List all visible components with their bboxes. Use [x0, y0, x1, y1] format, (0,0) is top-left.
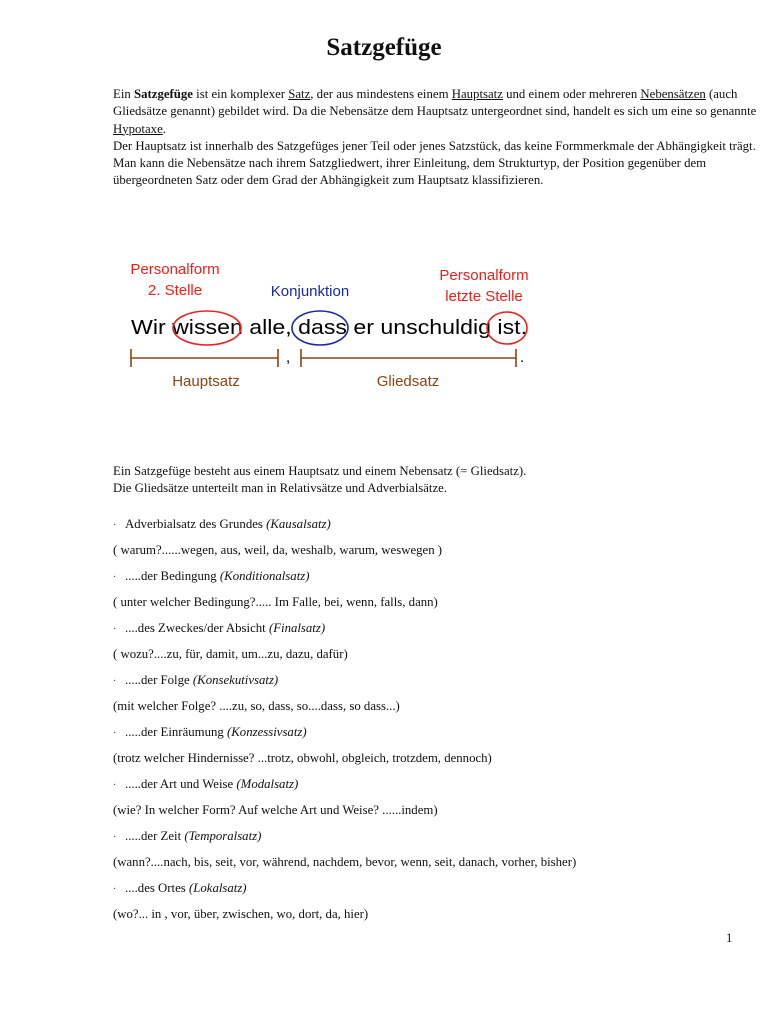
clause-term: (Modalsatz) — [236, 777, 299, 791]
label-personal-position-2: letzte Stelle — [445, 288, 523, 305]
bullet-icon: · — [113, 780, 117, 791]
clause-type-label: .....der Einräumung — [125, 725, 227, 739]
list-item-detail: (mit welcher Folge? ....zu, so, dass, so....dass, so dass...) — [113, 699, 400, 713]
intro-paragraph-1 — [113, 86, 768, 138]
list-item-detail: ( warum?......wegen, aus, weil, da, weshalb, warum, weswegen ) — [113, 543, 443, 557]
intro-text: ist ein komplexer — [192, 87, 289, 101]
intro-text: Ein — [113, 87, 134, 101]
summary-line-1: Ein Satzgefüge besteht aus einem Hauptsatz und einem Nebensatz (= Gliedsatz). — [113, 464, 527, 478]
label-gliedsatz: Gliedsatz — [376, 373, 440, 390]
bullet-icon: · — [113, 624, 117, 635]
intro-text: (auch Gliedsätze genannt) gebildet wird. Da die Nebensätze dem Hauptsatz untergeordnet sind, handelt es sich um eine so genannte — [113, 87, 757, 119]
list-item-heading — [113, 880, 763, 906]
clause-type-label: .....der Bedingung — [125, 569, 220, 583]
clause-type-label: Adverbialsatz des Grundes — [125, 517, 267, 531]
bullet-icon: · — [113, 676, 117, 687]
summary-line-2: Die Gliedsätze unterteilt man in Relativsätze und Adverbialsätze. — [113, 481, 448, 496]
summary-section — [113, 463, 763, 498]
list-item-detail: (trotz welcher Hindernisse? ...trotz, obwohl, obgleich, trotzdem, dennoch) — [113, 751, 492, 765]
bullet-icon: · — [113, 884, 117, 895]
bullet-icon: · — [113, 728, 117, 739]
bullet-icon: · — [113, 572, 117, 583]
list-item-heading — [113, 672, 763, 698]
link-satz[interactable]: Satz — [288, 87, 311, 101]
link-hauptsatz[interactable]: Hauptsatz — [451, 87, 503, 101]
label-personalform-top-1: Personalform — [130, 261, 220, 278]
clause-term: (Lokalsatz) — [188, 881, 247, 895]
label-konjunktion: Konjunktion — [270, 283, 350, 300]
diagram-svg — [120, 252, 550, 402]
label-hauptsatz: Hauptsatz — [172, 373, 240, 390]
term-satzgefuege: Satzgefüge — [133, 87, 193, 101]
clause-type-label: .....der Folge — [125, 673, 193, 687]
intro-section — [113, 86, 768, 190]
example-sentence: Wir wissen alle, dass er unschuldig ist. — [131, 317, 527, 339]
sentence-diagram — [120, 252, 550, 402]
list-item-heading — [113, 724, 763, 750]
page-title: Satzgefüge — [326, 34, 442, 61]
clause-term: (Temporalsatz) — [184, 829, 262, 843]
list-item-heading — [113, 620, 763, 646]
label-personal-position-1: 2. Stelle — [147, 282, 203, 299]
page-number: 1 — [726, 931, 733, 945]
list-item-detail: ( wozu?....zu, für, damit, um...zu, dazu, dafür) — [113, 647, 348, 661]
clause-term: (Konsekutivsatz) — [192, 673, 279, 687]
comma-mark: , — [286, 349, 291, 366]
list-item-detail: (wo?... in , vor, über, zwischen, wo, dort, da, hier) — [113, 907, 369, 921]
list-item-heading — [113, 828, 763, 854]
list-item-detail: (wie? In welcher Form? Auf welche Art und Weise? ......indem) — [113, 803, 438, 817]
intro-paragraph-2: Der Hauptsatz ist innerhalb des Satzgefüges jener Teil oder jenes Satzstück, das keine Formmerkmale der Abhängigkeit trägt. Man kann die Nebensätze nach ihrem Satzgliedwert, ihrer Einleitung, dem Strukturtyp, der Position gegenüber dem übergeordneten Satz oder dem Grad der Abhängigkeit zum Hauptsatz klassifizieren. — [113, 138, 756, 188]
list-item-heading — [113, 516, 763, 542]
list-item-heading — [113, 568, 763, 594]
intro-text: und einem oder mehreren — [502, 87, 641, 101]
clause-term: (Finalsatz) — [268, 621, 326, 635]
clause-type-label: .....der Art und Weise — [125, 777, 237, 791]
list-item-detail: ( unter welcher Bedingung?..... Im Falle, bei, wenn, falls, dann) — [113, 595, 438, 609]
clause-term: (Konzessivsatz) — [227, 725, 307, 739]
link-nebensaetzen[interactable]: Nebensätzen — [640, 87, 706, 101]
label-personalform-top-2: Personalform — [439, 267, 529, 284]
period-mark: . — [520, 349, 525, 366]
intro-text: . — [162, 121, 166, 136]
clause-term: (Kausalsatz) — [266, 517, 331, 531]
list-item-heading — [113, 776, 763, 802]
clause-term: (Konditionalsatz) — [219, 569, 310, 583]
intro-text: , der aus mindestens einem — [310, 87, 452, 101]
bullet-icon: · — [113, 520, 117, 531]
list-item-detail: (wann?....nach, bis, seit, vor, während, nachdem, bevor, wenn, seit, danach, vorher, bisher) — [113, 855, 577, 869]
adverbial-clause-list — [113, 516, 763, 932]
clause-type-label: ....des Zweckes/der Absicht — [125, 621, 269, 635]
bullet-icon: · — [113, 832, 117, 843]
clause-type-label: .....der Zeit — [125, 829, 185, 843]
clause-type-label: ....des Ortes — [125, 881, 189, 895]
link-hypotaxe[interactable]: Hypotaxe — [113, 121, 163, 136]
